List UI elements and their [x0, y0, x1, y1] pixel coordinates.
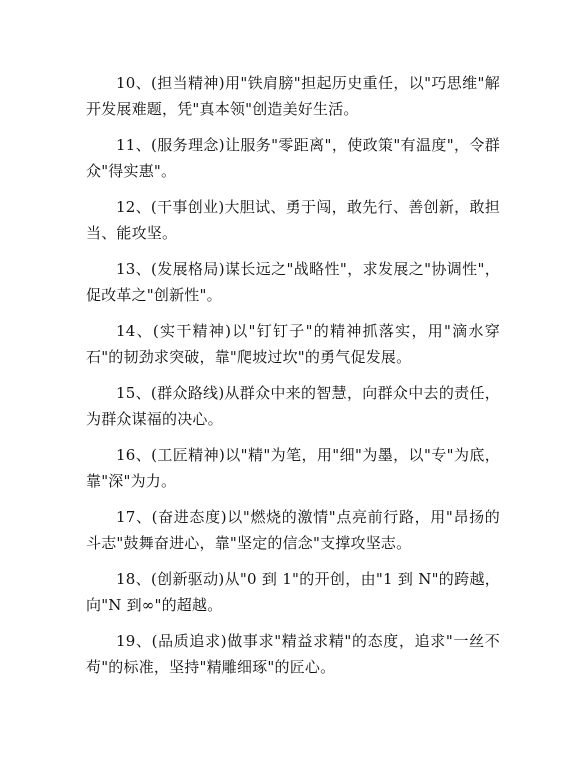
document-body [86, 70, 500, 690]
paragraph-19: 19、(品质追求)做事求"精益求精"的态度，追求"一丝不苟"的标准，坚持"精雕细琢"的匠心。 [86, 632, 500, 676]
paragraph-10: 10、(担当精神)用"铁肩膀"担起历史重任，以"巧思维"解开发展难题，凭"真本领"创造美好生活。 [86, 74, 500, 118]
paragraph-14: 14、(实干精神)以"钉钉子"的精神抓落实，用"滴水穿石"的韧劲求突破，靠"爬坡过坎"的勇气促发展。 [86, 322, 500, 366]
paragraph-16: 16、(工匠精神)以"精"为笔，用"细"为墨，以"专"为底，靠"深"为力。 [86, 446, 500, 490]
paragraph-13: 13、(发展格局)谋长远之"战略性"，求发展之"协调性"，促改革之"创新性"。 [86, 260, 500, 304]
paragraph-17: 17、(奋进态度)以"燃烧的激情"点亮前行路，用"昂扬的斗志"鼓舞奋进心，靠"坚定的信念"支撑攻坚志。 [86, 508, 500, 552]
paragraph-12: 12、(干事创业)大胆试、勇于闯，敢先行、善创新，敢担当、能攻坚。 [86, 198, 500, 242]
paragraph-11: 11、(服务理念)让服务"零距离"，使政策"有温度"，令群众"得实惠"。 [86, 136, 500, 180]
paragraph-18: 18、(创新驱动)从"0 到 1"的开创，由"1 到 N"的跨越，向"N 到∞"的超越。 [86, 570, 500, 614]
paragraph-15: 15、(群众路线)从群众中来的智慧，向群众中去的责任，为群众谋福的决心。 [86, 384, 500, 428]
